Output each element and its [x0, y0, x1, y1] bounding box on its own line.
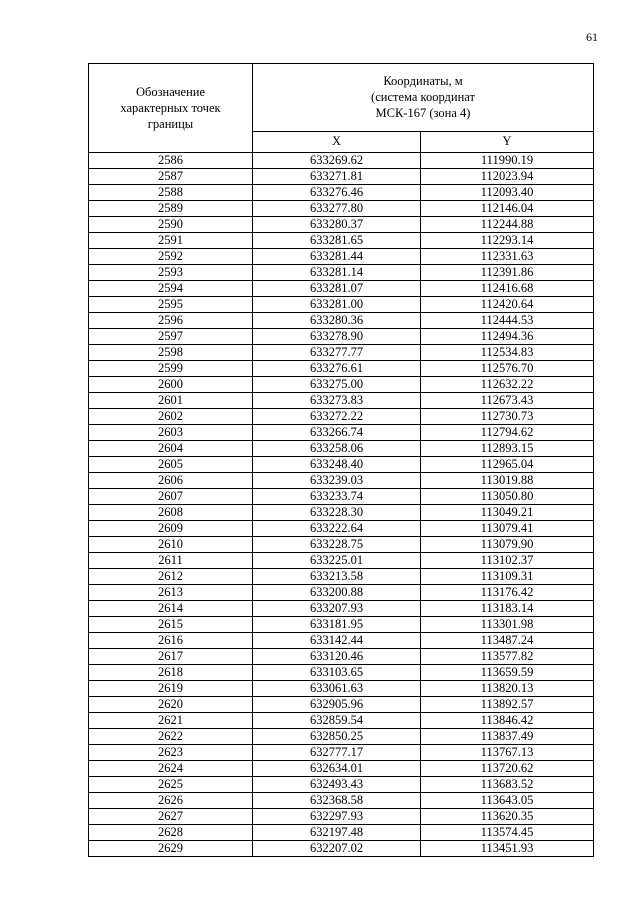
table-body [89, 153, 594, 857]
x-coordinate-cell: 633281.65 [253, 233, 421, 249]
table-row [89, 409, 594, 425]
point-cell: 2612 [89, 569, 253, 585]
table-row [89, 841, 594, 857]
table-row [89, 265, 594, 281]
table-row [89, 793, 594, 809]
coordinates-table [88, 63, 594, 857]
y-coordinate-cell: 113102.37 [421, 553, 594, 569]
y-coordinate-cell: 113049.21 [421, 505, 594, 521]
y-coordinate-cell: 113820.13 [421, 681, 594, 697]
table-row [89, 473, 594, 489]
y-coordinate-cell: 112146.04 [421, 201, 594, 217]
point-cell: 2603 [89, 425, 253, 441]
table-row [89, 825, 594, 841]
x-coordinate-cell: 633142.44 [253, 633, 421, 649]
page-number: 61 [586, 30, 598, 44]
y-coordinate-cell: 113451.93 [421, 841, 594, 857]
table-row [89, 441, 594, 457]
y-coordinate-cell: 112023.94 [421, 169, 594, 185]
y-coordinate-cell: 113050.80 [421, 489, 594, 505]
y-coordinate-cell: 112416.68 [421, 281, 594, 297]
y-coordinate-cell: 113659.59 [421, 665, 594, 681]
table-row [89, 329, 594, 345]
table-row [89, 185, 594, 201]
point-cell: 2623 [89, 745, 253, 761]
point-cell: 2616 [89, 633, 253, 649]
x-coordinate-cell: 632197.48 [253, 825, 421, 841]
y-coordinate-cell: 112794.62 [421, 425, 594, 441]
point-cell: 2619 [89, 681, 253, 697]
table-row [89, 313, 594, 329]
y-coordinate-cell: 112632.22 [421, 377, 594, 393]
point-cell: 2608 [89, 505, 253, 521]
point-cell: 2605 [89, 457, 253, 473]
y-coordinate-cell: 112444.53 [421, 313, 594, 329]
table-row [89, 489, 594, 505]
y-coordinate-cell: 112244.88 [421, 217, 594, 233]
y-coordinate-cell: 112673.43 [421, 393, 594, 409]
y-coordinate-cell: 113079.90 [421, 537, 594, 553]
coordinates-header-line1: Координаты, м [383, 74, 463, 89]
x-coordinate-cell: 632297.93 [253, 809, 421, 825]
point-cell: 2596 [89, 313, 253, 329]
x-coordinate-cell: 633239.03 [253, 473, 421, 489]
y-coordinate-cell: 112534.83 [421, 345, 594, 361]
table-row [89, 777, 594, 793]
table-row [89, 345, 594, 361]
x-coordinate-cell: 633228.30 [253, 505, 421, 521]
y-coordinate-cell: 111990.19 [421, 153, 594, 169]
point-cell: 2594 [89, 281, 253, 297]
x-coordinate-cell: 633281.44 [253, 249, 421, 265]
y-coordinate-cell: 112391.86 [421, 265, 594, 281]
point-cell: 2627 [89, 809, 253, 825]
y-coordinate-cell: 113846.42 [421, 713, 594, 729]
table-row [89, 217, 594, 233]
point-cell: 2615 [89, 617, 253, 633]
x-coordinate-cell: 632905.96 [253, 697, 421, 713]
x-coordinate-cell: 633061.63 [253, 681, 421, 697]
x-coordinate-cell: 633248.40 [253, 457, 421, 473]
y-coordinate-cell: 113837.49 [421, 729, 594, 745]
table-row [89, 553, 594, 569]
x-coordinate-cell: 632859.54 [253, 713, 421, 729]
table-row [89, 745, 594, 761]
point-cell: 2601 [89, 393, 253, 409]
y-coordinate-cell: 113620.35 [421, 809, 594, 825]
point-cell: 2625 [89, 777, 253, 793]
table-row [89, 649, 594, 665]
table-row [89, 281, 594, 297]
table-row [89, 377, 594, 393]
point-cell: 2607 [89, 489, 253, 505]
x-coordinate-cell: 633266.74 [253, 425, 421, 441]
point-cell: 2592 [89, 249, 253, 265]
table-row [89, 425, 594, 441]
x-coordinate-cell: 633103.65 [253, 665, 421, 681]
point-cell: 2611 [89, 553, 253, 569]
x-coordinate-cell: 633271.81 [253, 169, 421, 185]
x-coordinate-cell: 633276.46 [253, 185, 421, 201]
x-coordinate-cell: 632493.43 [253, 777, 421, 793]
x-coordinate-cell: 633281.00 [253, 297, 421, 313]
point-cell: 2599 [89, 361, 253, 377]
table-row [89, 729, 594, 745]
x-coordinate-cell: 633181.95 [253, 617, 421, 633]
y-coordinate-cell: 112893.15 [421, 441, 594, 457]
table-row [89, 521, 594, 537]
y-coordinate-cell: 112293.14 [421, 233, 594, 249]
point-cell: 2590 [89, 217, 253, 233]
point-designation-header: Обозначение характерных точек границы [89, 64, 253, 153]
table-row [89, 393, 594, 409]
x-coordinate-cell: 633277.77 [253, 345, 421, 361]
y-coordinate-cell: 112093.40 [421, 185, 594, 201]
y-coordinate-cell: 113109.31 [421, 569, 594, 585]
x-coordinate-cell: 633213.58 [253, 569, 421, 585]
x-coordinate-cell: 633258.06 [253, 441, 421, 457]
table-row [89, 569, 594, 585]
y-coordinate-cell: 112331.63 [421, 249, 594, 265]
y-coordinate-cell: 113643.05 [421, 793, 594, 809]
point-cell: 2588 [89, 185, 253, 201]
point-cell: 2626 [89, 793, 253, 809]
x-coordinate-cell: 633233.74 [253, 489, 421, 505]
y-column-header: Y [421, 131, 594, 152]
x-coordinate-cell: 633280.37 [253, 217, 421, 233]
x-coordinate-cell: 632368.58 [253, 793, 421, 809]
x-coordinate-cell: 633120.46 [253, 649, 421, 665]
point-cell: 2589 [89, 201, 253, 217]
table-row [89, 201, 594, 217]
table-row [89, 361, 594, 377]
y-coordinate-cell: 112494.36 [421, 329, 594, 345]
x-coordinate-cell: 632777.17 [253, 745, 421, 761]
y-coordinate-cell: 113720.62 [421, 761, 594, 777]
table-row [89, 537, 594, 553]
point-cell: 2621 [89, 713, 253, 729]
table-row [89, 169, 594, 185]
y-coordinate-cell: 113079.41 [421, 521, 594, 537]
table-row [89, 713, 594, 729]
x-coordinate-cell: 633200.88 [253, 585, 421, 601]
point-cell: 2609 [89, 521, 253, 537]
table-row [89, 153, 594, 169]
x-coordinate-cell: 633280.36 [253, 313, 421, 329]
x-coordinate-cell: 633278.90 [253, 329, 421, 345]
coordinates-header-line3: МСК-167 (зона 4) [375, 106, 471, 121]
x-coordinate-cell: 633269.62 [253, 153, 421, 169]
point-cell: 2613 [89, 585, 253, 601]
point-cell: 2595 [89, 297, 253, 313]
point-cell: 2614 [89, 601, 253, 617]
table-row [89, 505, 594, 521]
x-coordinate-cell: 633276.61 [253, 361, 421, 377]
x-coordinate-cell: 632850.25 [253, 729, 421, 745]
x-coordinate-cell: 633207.93 [253, 601, 421, 617]
table-row [89, 585, 594, 601]
point-cell: 2606 [89, 473, 253, 489]
y-coordinate-cell: 112576.70 [421, 361, 594, 377]
point-cell: 2604 [89, 441, 253, 457]
x-coordinate-cell: 633277.80 [253, 201, 421, 217]
y-coordinate-cell: 112965.04 [421, 457, 594, 473]
table-header [89, 64, 594, 153]
point-cell: 2622 [89, 729, 253, 745]
table-row [89, 633, 594, 649]
table-row [89, 697, 594, 713]
point-cell: 2600 [89, 377, 253, 393]
table-row [89, 297, 594, 313]
point-cell: 2628 [89, 825, 253, 841]
x-coordinate-cell: 633281.14 [253, 265, 421, 281]
point-cell: 2586 [89, 153, 253, 169]
x-coordinate-cell: 633225.01 [253, 553, 421, 569]
x-coordinate-cell: 633272.22 [253, 409, 421, 425]
x-coordinate-cell: 632207.02 [253, 841, 421, 857]
point-cell: 2598 [89, 345, 253, 361]
y-coordinate-cell: 113892.57 [421, 697, 594, 713]
x-coordinate-cell: 633222.64 [253, 521, 421, 537]
point-cell: 2593 [89, 265, 253, 281]
y-coordinate-cell: 113183.14 [421, 601, 594, 617]
x-coordinate-cell: 633228.75 [253, 537, 421, 553]
point-cell: 2610 [89, 537, 253, 553]
coordinates-header-line2: (система координат [371, 90, 475, 105]
table-row [89, 249, 594, 265]
y-coordinate-cell: 113487.24 [421, 633, 594, 649]
x-coordinate-cell: 633273.83 [253, 393, 421, 409]
point-cell: 2618 [89, 665, 253, 681]
table-row [89, 809, 594, 825]
table-row [89, 457, 594, 473]
point-cell: 2597 [89, 329, 253, 345]
x-column-header: X [253, 131, 421, 152]
point-cell: 2602 [89, 409, 253, 425]
table-row [89, 601, 594, 617]
table-row [89, 617, 594, 633]
table-row [89, 681, 594, 697]
y-coordinate-cell: 113683.52 [421, 777, 594, 793]
y-coordinate-cell: 113767.13 [421, 745, 594, 761]
coordinates-group-header [253, 64, 594, 132]
y-coordinate-cell: 112420.64 [421, 297, 594, 313]
table-row [89, 665, 594, 681]
table-row [89, 233, 594, 249]
x-coordinate-cell: 633275.00 [253, 377, 421, 393]
y-coordinate-cell: 113574.45 [421, 825, 594, 841]
y-coordinate-cell: 113019.88 [421, 473, 594, 489]
point-cell: 2629 [89, 841, 253, 857]
point-cell: 2587 [89, 169, 253, 185]
x-coordinate-cell: 633281.07 [253, 281, 421, 297]
y-coordinate-cell: 113176.42 [421, 585, 594, 601]
point-cell: 2617 [89, 649, 253, 665]
point-cell: 2624 [89, 761, 253, 777]
y-coordinate-cell: 113577.82 [421, 649, 594, 665]
table-row [89, 761, 594, 777]
y-coordinate-cell: 112730.73 [421, 409, 594, 425]
y-coordinate-cell: 113301.98 [421, 617, 594, 633]
point-cell: 2620 [89, 697, 253, 713]
x-coordinate-cell: 632634.01 [253, 761, 421, 777]
point-cell: 2591 [89, 233, 253, 249]
